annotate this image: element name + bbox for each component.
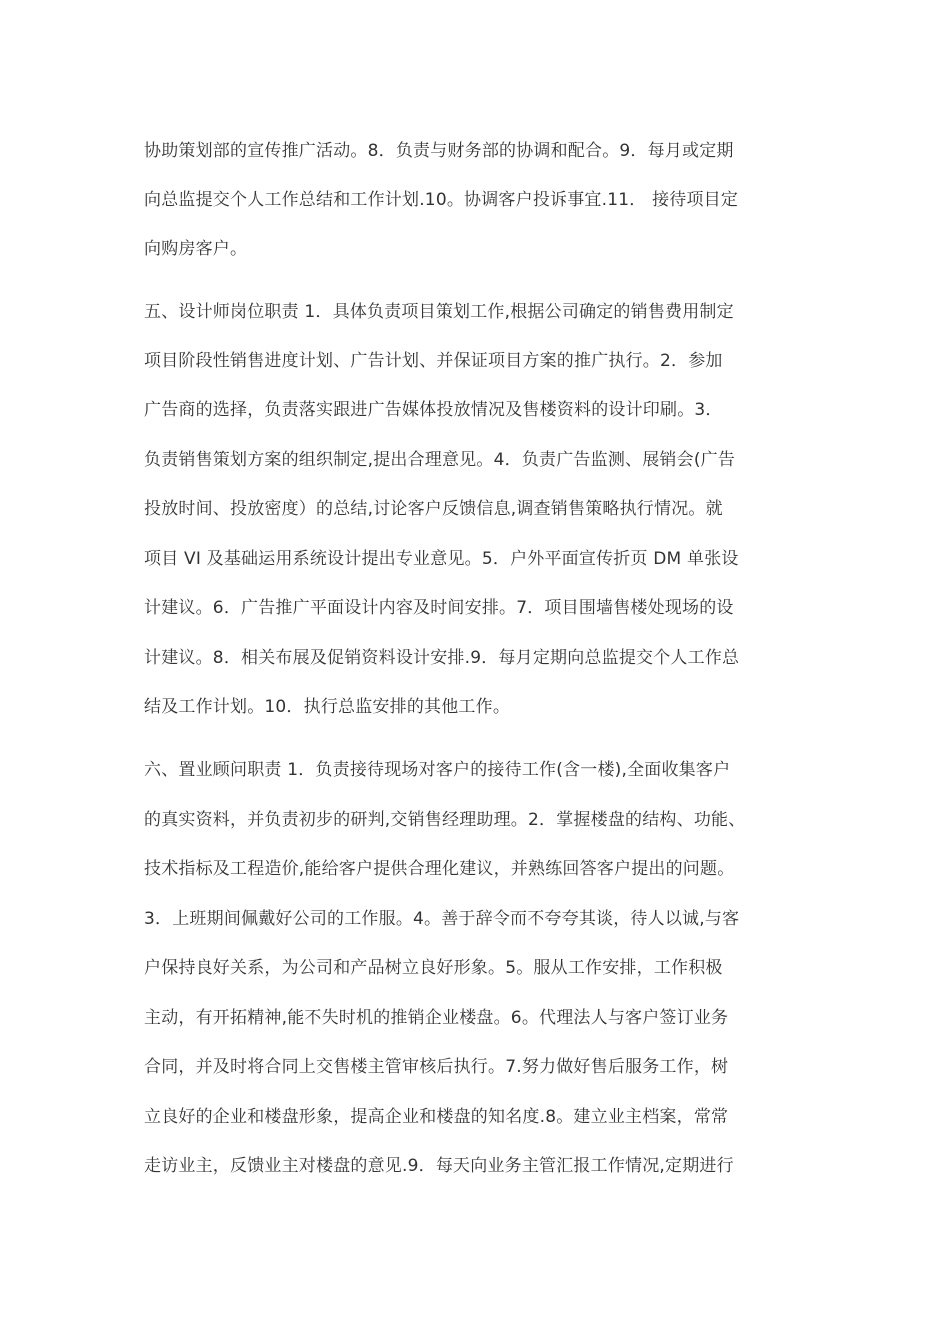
text-line: 向总监提交个人工作总结和工作计划.10。协调客户投诉事宜.11． 接待项目定 xyxy=(144,190,739,210)
section-heading-line: 六、置业顾问职责 1．负责接待现场对客户的接待工作(含一楼),全面收集客户 xyxy=(144,760,731,780)
text-line: 技术指标及工程造价,能给客户提供合理化建议，并熟练回答客户提出的问题。 xyxy=(144,859,735,879)
text-line: 负责销售策划方案的组织制定,提出合理意见。4．负责广告监测、展销会(广告 xyxy=(144,450,736,470)
text-line: 项目阶段性销售进度计划、广告计划、并保证项目方案的推广执行。2．参加 xyxy=(144,351,723,371)
text-line: 户保持良好关系，为公司和产品树立良好形象。5。服从工作安排，工作积极 xyxy=(144,958,723,978)
text-line: 计建议。8．相关布展及促销资料设计安排.9．每月定期向总监提交个人工作总 xyxy=(144,648,740,668)
section-heading-line: 五、设计师岗位职责 1．具体负责项目策划工作,根据公司确定的销售费用制定 xyxy=(144,302,734,322)
text-line: 向购房客户。 xyxy=(144,239,248,259)
text-line: 项目 VI 及基础运用系统设计提出专业意见。5．户外平面宣传折页 DM 单张设 xyxy=(144,549,739,569)
text-line: 走访业主，反馈业主对楼盘的意见.9．每天向业务主管汇报工作情况,定期进行 xyxy=(144,1156,734,1176)
text-line: 结及工作计划。10．执行总监安排的其他工作。 xyxy=(144,697,511,717)
text-line: 的真实资料，并负责初步的研判,交销售经理助理。2．掌握楼盘的结构、功能、 xyxy=(144,810,746,830)
text-line: 3．上班期间佩戴好公司的工作服。4。善于辞令而不夸夸其谈，待人以诚,与客 xyxy=(144,909,740,929)
text-line: 协助策划部的宣传推广活动。8．负责与财务部的协调和配合。9．每月或定期 xyxy=(144,141,734,161)
text-line: 广告商的选择，负责落实跟进广告媒体投放情况及售楼资料的设计印刷。3． xyxy=(144,400,723,420)
text-line: 主动，有开拓精神,能不失时机的推销企业楼盘。6。代理法人与客户签订业务 xyxy=(144,1008,729,1028)
text-line: 投放时间、投放密度）的总结,讨论客户反馈信息,调查销售策略执行情况。就 xyxy=(144,499,723,519)
text-line: 计建议。6．广告推广平面设计内容及时间安排。7．项目围墙售楼处现场的设 xyxy=(144,598,734,618)
text-line: 立良好的企业和楼盘形象，提高企业和楼盘的知名度.8。建立业主档案，常常 xyxy=(144,1107,729,1127)
text-line: 合同，并及时将合同上交售楼主管审核后执行。7.努力做好售后服务工作，树 xyxy=(144,1057,729,1077)
